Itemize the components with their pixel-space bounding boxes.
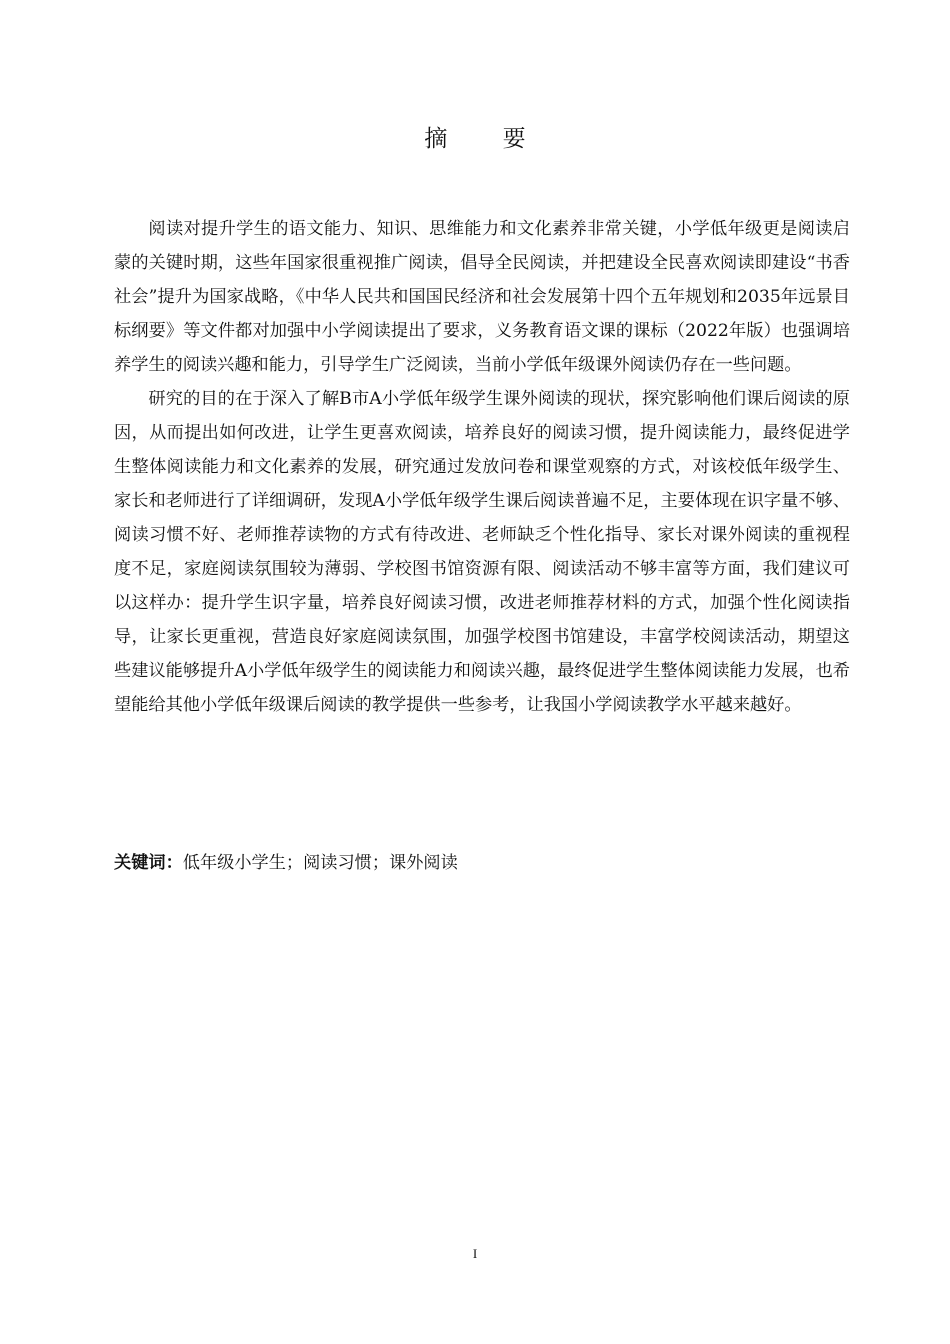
- abstract-paragraph-2: 研究的目的在于深入了解B市A小学低年级学生课外阅读的现状，探究影响他们课后阅读的原因，从而提出如何改进，让学生更喜欢阅读，培养良好的阅读习惯，提升阅读能力，最终促进学生整体阅读能力和文化素养的发展，研究通过发放问卷和课堂观察的方式，对该校低年级学生、家长和老师进行了详细调研，发现A小学低年级学生课后阅读普遍不足，主要体现在识字量不够、阅读习惯不好、老师推荐读物的方式有待改进、老师缺乏个性化指导、家长对课外阅读的重视程度不足，家庭阅读氛围较为薄弱、学校图书馆资源有限、阅读活动不够丰富等方面，我们建议可以这样办：提升学生识字量，培养良好阅读习惯，改进老师推荐材料的方式，加强个性化阅读指导，让家长更重视，营造良好家庭阅读氛围，加强学校图书馆建设，丰富学校阅读活动，期望这些建议能够提升A小学低年级学生的阅读能力和阅读兴趣，最终促进学生整体阅读能力发展，也希望能给其他小学低年级课后阅读的教学提供一些参考，让我国小学阅读教学水平越来越好。: [114, 389, 850, 715]
- abstract-paragraph-1: 阅读对提升学生的语文能力、知识、思维能力和文化素养非常关键，小学低年级更是阅读启蒙的关键时期，这些年国家很重视推广阅读，倡导全民阅读，并把建设全民喜欢阅读即建设“书香社会”提升为国家战略，《中华人民共和国国民经济和社会发展第十四个五年规划和2035年远景目标纲要》等文件都对加强中小学阅读提出了要求，义务教育语文课的课标（2022年版）也强调培养学生的阅读兴趣和能力，引导学生广泛阅读，当前小学低年级课外阅读仍存在一些问题。: [114, 219, 850, 375]
- page-number: I: [472, 1246, 478, 1261]
- abstract-body: [114, 212, 850, 722]
- keywords-label: 关键词：: [114, 853, 183, 873]
- keywords-line: [114, 846, 850, 880]
- keywords-text: 低年级小学生；阅读习惯；课外阅读: [182, 853, 458, 873]
- page-title: 摘 要: [424, 126, 550, 152]
